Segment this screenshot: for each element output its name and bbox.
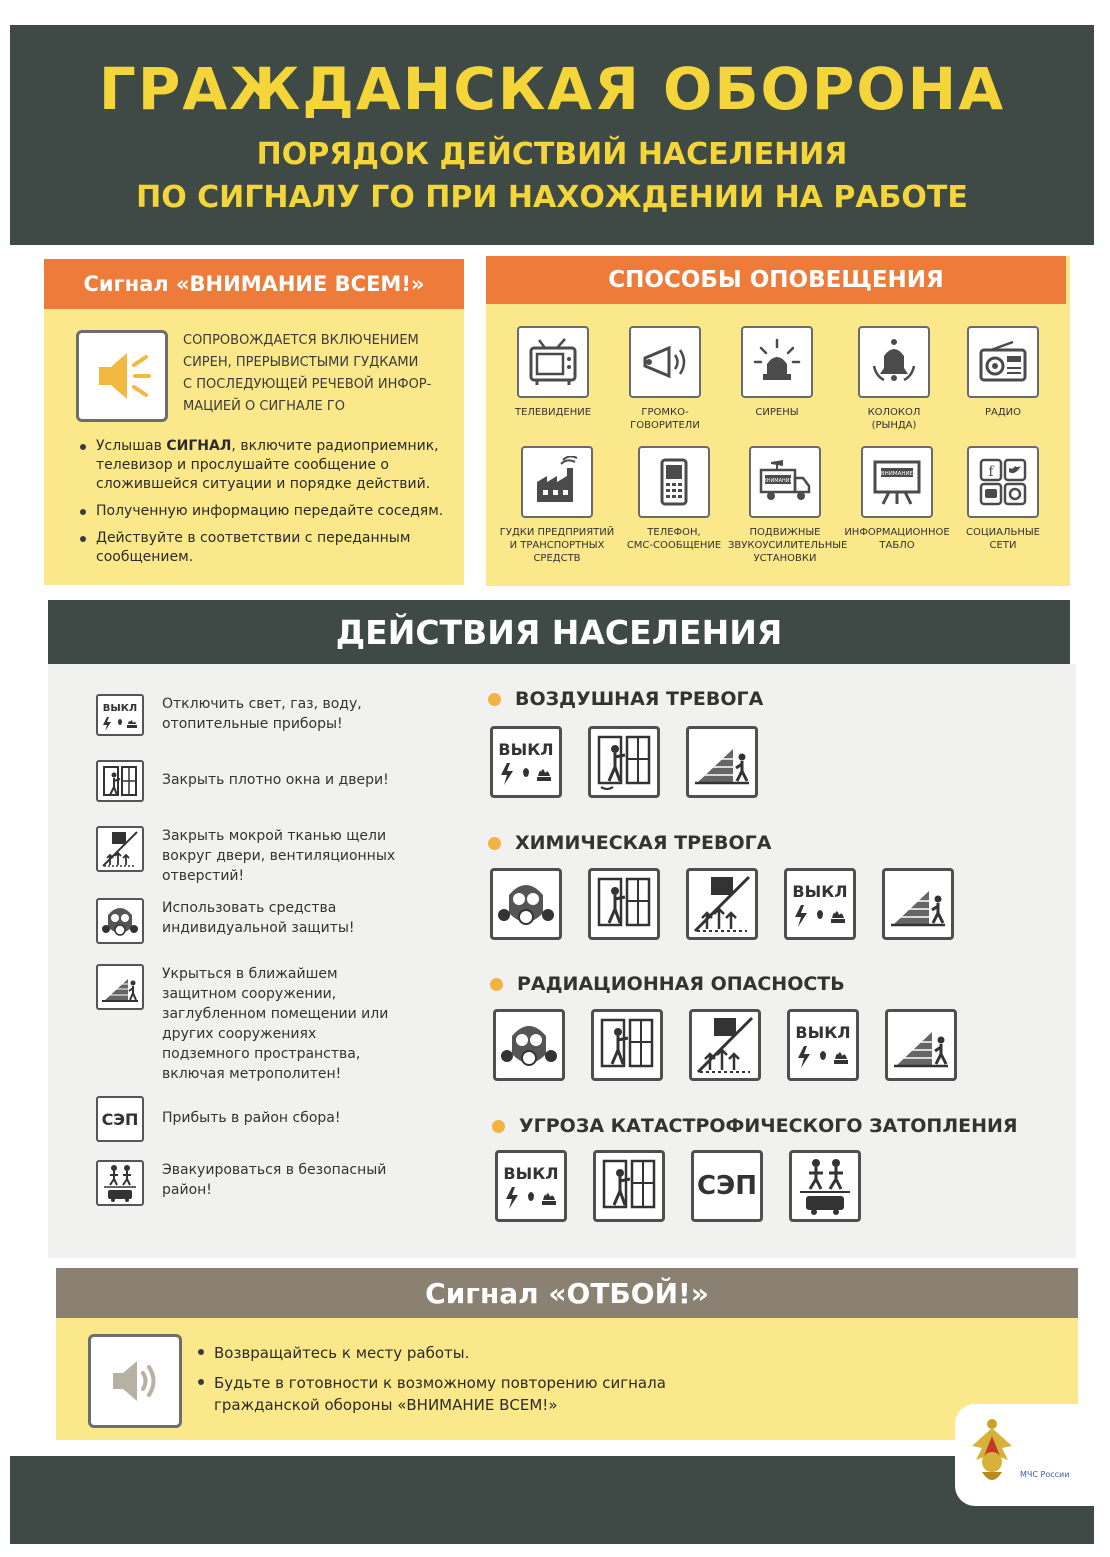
legend-item: [96, 964, 388, 1084]
notification-label: СОЦИАЛЬНЫЕ СЕТИ: [966, 527, 1040, 551]
attention-bullet: [78, 437, 448, 494]
notification-item: [958, 326, 1048, 419]
legend-text: Использовать средства индивидуальной защиты!: [162, 900, 355, 936]
sep-label: СЭП: [697, 1171, 757, 1201]
actions-title-bar: [48, 600, 1070, 664]
speaker-loud-icon: [76, 330, 168, 422]
notification-item: [842, 446, 952, 552]
legend-item: [96, 694, 362, 736]
attention-bullet: Полученную информацию передайте соседям.: [78, 502, 448, 521]
info-board-icon: [861, 446, 933, 518]
notification-item: [508, 326, 598, 419]
off-label: ВЫКЛ: [498, 740, 554, 759]
bell-icon: [858, 326, 930, 398]
close-windows-doors-icon: [588, 868, 660, 940]
chemical-title: [488, 832, 771, 854]
otboi-bullet: Возвращайтесь к месту работы.: [196, 1342, 716, 1364]
phone-icon: [638, 446, 710, 518]
legend-text: Отключить свет, газ, воду, отопительные приборы!: [162, 696, 362, 732]
info-board-word: ВНИМАНИЕ: [880, 471, 914, 477]
attention-bullets: [78, 437, 448, 575]
bullet-dot-icon: [492, 1120, 505, 1133]
social-networks-icon: [967, 446, 1039, 518]
gas-mask-icon: [96, 898, 144, 944]
notification-item: [958, 446, 1048, 552]
notification-item: [620, 326, 710, 432]
flood-row: [495, 1150, 887, 1222]
flood-title: [492, 1115, 1018, 1137]
section-label: ВОЗДУШНАЯ ТРЕВОГА: [515, 688, 764, 710]
otboi-title-bar: [56, 1268, 1078, 1318]
bullet-text: , включите радиоприемник, телевизор и прослушайте сообщение о сложившейся ситуации и порядке действий.: [96, 438, 439, 492]
attention-description: [183, 330, 453, 418]
seal-gaps-icon: [96, 826, 144, 872]
utilities-off-icon: [495, 1150, 567, 1222]
utilities-off-icon: [784, 868, 856, 940]
legend-text: Укрыться в ближайшем защитном сооружении, заглубленном помещении или других сооружениях подземного пространства, включая метрополитен!: [162, 966, 389, 1082]
sep-icon: [691, 1150, 763, 1222]
legend-text: Закрыть плотно окна и двери!: [162, 772, 389, 788]
attention-desc-line: СИРЕН, ПРЕРЫВИСТЫМИ ГУДКАМИ: [183, 355, 419, 370]
attention-title-bar: [44, 259, 464, 309]
speaker-soft-icon: [88, 1334, 182, 1428]
close-windows-doors-icon: [593, 1150, 665, 1222]
page-title: ГРАЖДАНСКАЯ ОБОРОНА: [98, 55, 1006, 123]
sep-icon: [96, 1096, 144, 1142]
utilities-off-icon: [490, 726, 562, 798]
truck-word: ВНИМАНИЕ: [763, 478, 793, 484]
radiation-row: [493, 1009, 983, 1081]
close-windows-doors-icon: [591, 1009, 663, 1081]
attention-desc-line: СОПРОВОЖДАЕТСЯ ВКЛЮЧЕНИЕМ: [183, 333, 419, 348]
off-label: ВЫКЛ: [792, 882, 848, 901]
attention-bullet: Действуйте в соответствии с переданным сообщением.: [78, 529, 448, 567]
utilities-off-icon: [787, 1009, 859, 1081]
close-windows-doors-icon: [588, 726, 660, 798]
actions-title: ДЕЙСТВИЯ НАСЕЛЕНИЯ: [335, 612, 783, 652]
notification-label: ТЕЛЕВИДЕНИЕ: [514, 407, 592, 418]
facebook-icon: f: [988, 464, 994, 480]
truck-icon: [749, 446, 821, 518]
shelter-icon: [96, 964, 144, 1010]
page-subtitle-line2: ПО СИГНАЛУ ГО ПРИ НАХОЖДЕНИИ НА РАБОТЕ: [136, 180, 968, 215]
evacuate-icon: [789, 1150, 861, 1222]
notification-item: [728, 446, 848, 565]
bullet-bold: СИГНАЛ: [166, 438, 232, 454]
logo-text: МЧС России: [1020, 1470, 1070, 1479]
tv-icon: [517, 326, 589, 398]
chemical-row: [490, 868, 980, 940]
siren-icon: [741, 326, 813, 398]
notification-label: ГУДКИ ПРЕДПРИЯТИЙ И ТРАНСПОРТНЫХ СРЕДСТВ: [499, 527, 615, 564]
otboi-bullets: [196, 1342, 716, 1424]
air-raid-title: [488, 688, 763, 710]
evacuate-icon: [96, 1160, 144, 1206]
gas-mask-icon: [490, 868, 562, 940]
otboi-title: Сигнал «ОТБОЙ!»: [425, 1276, 709, 1310]
attention-desc-line: С ПОСЛЕДУЮЩЕЙ РЕЧЕВОЙ ИНФОР-: [183, 377, 432, 392]
notification-label: ИНФОРМАЦИОННОЕ ТАБЛО: [844, 527, 950, 551]
legend-item: [96, 826, 395, 886]
section-label: РАДИАЦИОННАЯ ОПАСНОСТЬ: [517, 973, 845, 995]
legend-text: Закрыть мокрой тканью щели вокруг двери, вентиляционных отверстий!: [162, 828, 396, 884]
radiation-title: [490, 973, 845, 995]
otboi-bullet: Будьте в готовности к возможному повторению сигнала гражданской обороны «ВНИМАНИЕ ВСЕМ!»: [196, 1372, 716, 1416]
shelter-icon: [686, 726, 758, 798]
bullet-dot-icon: [488, 837, 501, 850]
attention-title: Сигнал «ВНИМАНИЕ ВСЕМ!»: [83, 272, 425, 296]
notification-title: СПОСОБЫ ОПОВЕЩЕНИЯ: [608, 267, 944, 293]
off-label: ВЫКЛ: [795, 1023, 851, 1042]
footer-band: [10, 1456, 1094, 1544]
notification-label: СИРЕНЫ: [755, 407, 799, 418]
section-label: УГРОЗА КАТАСТРОФИЧЕСКОГО ЗАТОПЛЕНИЯ: [519, 1115, 1018, 1137]
notification-item: [624, 446, 724, 552]
radio-icon: [967, 326, 1039, 398]
legend-item: [96, 898, 355, 944]
legend-item: [96, 1160, 386, 1206]
notification-item: [844, 326, 944, 432]
off-label: ВЫКЛ: [102, 703, 138, 714]
mchs-emblem-icon: [966, 1416, 1018, 1494]
sep-label: СЭП: [101, 1109, 139, 1129]
bullet-dot-icon: [490, 978, 503, 991]
legend-item: [96, 760, 389, 802]
notification-label: ГРОМКО- ГОВОРИТЕЛИ: [630, 407, 700, 431]
notification-item: [498, 446, 616, 565]
bullet-text: Услышав: [96, 438, 167, 454]
section-label: ХИМИЧЕСКАЯ ТРЕВОГА: [515, 832, 772, 854]
close-windows-doors-icon: [96, 760, 144, 802]
loudspeaker-icon: [629, 326, 701, 398]
seal-gaps-icon: [686, 868, 758, 940]
legend-text: Эвакуироваться в безопасный район!: [162, 1162, 387, 1198]
notification-item: [732, 326, 822, 419]
notification-label: РАДИО: [984, 407, 1022, 418]
utilities-off-icon: [96, 694, 144, 736]
gas-mask-icon: [493, 1009, 565, 1081]
factory-icon: [521, 446, 593, 518]
off-label: ВЫКЛ: [503, 1164, 559, 1183]
shelter-icon: [885, 1009, 957, 1081]
attention-desc-line: МАЦИЕЙ О СИГНАЛЕ ГО: [183, 399, 346, 414]
notification-label: ТЕЛЕФОН, СМС-СООБЩЕНИЕ: [626, 527, 722, 551]
legend-item: [96, 1096, 340, 1142]
header-banner: [10, 25, 1094, 245]
page-subtitle-line1: ПОРЯДОК ДЕЙСТВИЙ НАСЕЛЕНИЯ: [256, 137, 848, 172]
bullet-dot-icon: [488, 693, 501, 706]
notification-title-bar: [486, 256, 1066, 304]
notification-label: КОЛОКОЛ (РЫНДА): [867, 407, 921, 431]
seal-gaps-icon: [689, 1009, 761, 1081]
shelter-icon: [882, 868, 954, 940]
legend-text: Прибыть в район сбора!: [162, 1110, 341, 1126]
air-raid-row: [490, 726, 784, 798]
notification-label: ПОДВИЖНЫЕ ЗВУКОУСИЛИТЕЛЬНЫЕ УСТАНОВКИ: [728, 527, 848, 564]
